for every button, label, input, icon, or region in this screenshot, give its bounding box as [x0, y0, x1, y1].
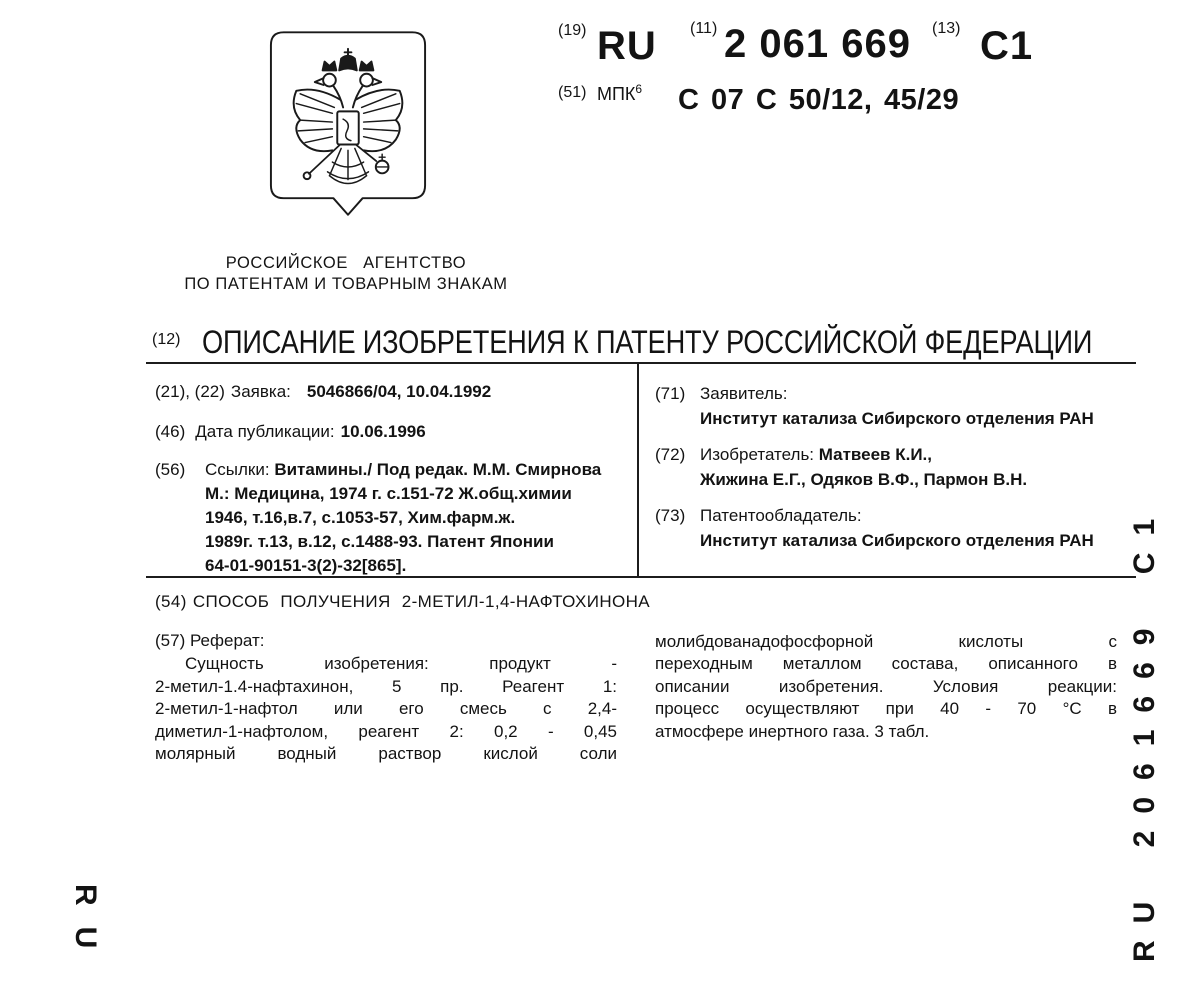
references-line: [205, 458, 617, 482]
double-headed-eagle-icon: [268, 28, 428, 222]
references-text: [205, 458, 617, 578]
abstract-line: процесс осуществляют при 40 - 70 °С в: [655, 699, 1117, 719]
references-label: Ссылки:: [205, 460, 270, 479]
abstract-line: атмосфере инертного газа. 3 табл.: [655, 721, 930, 741]
patent-holder-text: [700, 503, 1094, 553]
inventors-line1: [700, 442, 1027, 467]
biblio-column-right: [655, 381, 1120, 564]
inid-code-72: (72): [655, 445, 686, 464]
references-line: 64-01-90151-3(2)-32[865].: [205, 556, 407, 575]
inid-code-51: (51): [558, 84, 587, 101]
patent-holder-label: Патентообладатель:: [700, 506, 862, 525]
horizontal-rule-top: [146, 362, 1136, 364]
references-value: Витамины./ Под редак. М.М. Смирнова: [274, 460, 602, 479]
publication-label: Дата публикации:: [195, 422, 335, 441]
publication-value: 10.06.1996: [340, 422, 426, 441]
abstract-column-left: [155, 630, 617, 765]
inid-code-57: (57): [155, 631, 186, 650]
agency-line1: РОССИЙСКОЕ АГЕНТСТВО: [225, 254, 467, 272]
column-divider: [637, 362, 639, 578]
applicant-label: Заявитель:: [700, 384, 788, 403]
inid-code-56: (56): [155, 460, 186, 479]
inid-code-73: (73): [655, 506, 686, 525]
field-patent-holder: [655, 503, 1120, 553]
application-label: Заявка:: [230, 382, 291, 401]
abstract-column-right: [655, 631, 1117, 743]
ipc-label: [597, 82, 642, 105]
invention-title-text: СПОСОБ ПОЛУЧЕНИЯ 2-МЕТИЛ-1,4-НАФТОХИНОНА: [192, 592, 651, 611]
inid-code-12: (12): [152, 331, 181, 348]
field-references: [155, 458, 633, 578]
field-inventors: [655, 442, 1120, 492]
applicant-text: [700, 381, 1094, 431]
inventors-value2: Жижина Е.Г., Одяков В.Ф., Пармон В.Н.: [700, 470, 1028, 489]
emblem-box: [268, 28, 428, 222]
references-line: М.: Медицина, 1974 г. с.151-72 Ж.общ.химии: [205, 484, 572, 503]
inid-code-21-22: (21), (22): [155, 382, 225, 401]
abstract-line: описании изобретения. Условия реакции:: [655, 676, 1117, 696]
invention-title: [155, 592, 650, 612]
inid-code-46: (46): [155, 422, 186, 441]
application-value: 5046866/04, 10.04.1992: [306, 382, 492, 401]
ipc-classification: C 07 C 50/12, 45/29: [678, 84, 960, 116]
inventors-value1: Матвеев К.И.,: [818, 445, 932, 464]
ipc-label-text: МПК: [597, 84, 636, 104]
abstract-line: молярный водный раствор кислой соли: [155, 744, 617, 764]
patent-number: 2 061 669: [724, 22, 911, 66]
vertical-patent-id-right: RU 2061669 C1: [1128, 501, 1161, 962]
kind-code: C1: [980, 24, 1034, 68]
abstract-line: молибдованадофосфорной кислоты с: [655, 632, 1117, 651]
field-publication-date: [155, 420, 633, 444]
country-code: RU: [597, 24, 657, 68]
inventors-text: [700, 442, 1027, 492]
patent-holder-value: Институт катализа Сибирского отделения РАН: [700, 531, 1094, 550]
inid-code-19: (19): [558, 22, 587, 39]
agency-line2: ПО ПАТЕНТАМ И ТОВАРНЫМ ЗНАКАМ: [184, 275, 508, 293]
references-line: 1946, т.16,в.7, с.1053-57, Хим.фарм.ж.: [205, 508, 516, 527]
doc-type-title: ОПИСАНИЕ ИЗОБРЕТЕНИЯ К ПАТЕНТУ РОССИЙСКОЙ ФЕДЕРАЦИИ: [202, 324, 1093, 360]
agency-name: [160, 253, 532, 295]
inid-code-13: (13): [932, 20, 961, 37]
ipc-superscript: 6: [635, 82, 643, 96]
inid-code-11: (11): [690, 20, 718, 37]
biblio-column-left: [155, 380, 633, 578]
abstract-label: Реферат:: [189, 631, 265, 650]
abstract-heading: [155, 630, 617, 652]
inventors-label: Изобретатель:: [700, 445, 815, 464]
field-applicant: [655, 381, 1120, 431]
inid-code-54: (54): [155, 592, 187, 611]
abstract-line: 2-метил-1-нафтол или его смесь с 2,4-: [155, 699, 617, 719]
references-line: 1989г. т.13, в.12, с.1488-93. Патент Японии: [205, 532, 554, 551]
vertical-country-bottom-left: RU: [69, 884, 102, 970]
applicant-value: Институт катализа Сибирского отделения РАН: [700, 409, 1094, 428]
abstract-line: 2-метил-1.4-нафтахинон, 5 пр. Реагент 1:: [155, 676, 617, 696]
abstract-line: диметил-1-нафтолом, реагент 2: 0,2 - 0,45: [155, 721, 617, 741]
abstract-line: переходным металлом состава, описанного в: [655, 654, 1117, 674]
abstract-line: Сущность изобретения: продукт -: [185, 654, 617, 674]
inid-code-71: (71): [655, 384, 686, 403]
field-application: [155, 380, 633, 404]
